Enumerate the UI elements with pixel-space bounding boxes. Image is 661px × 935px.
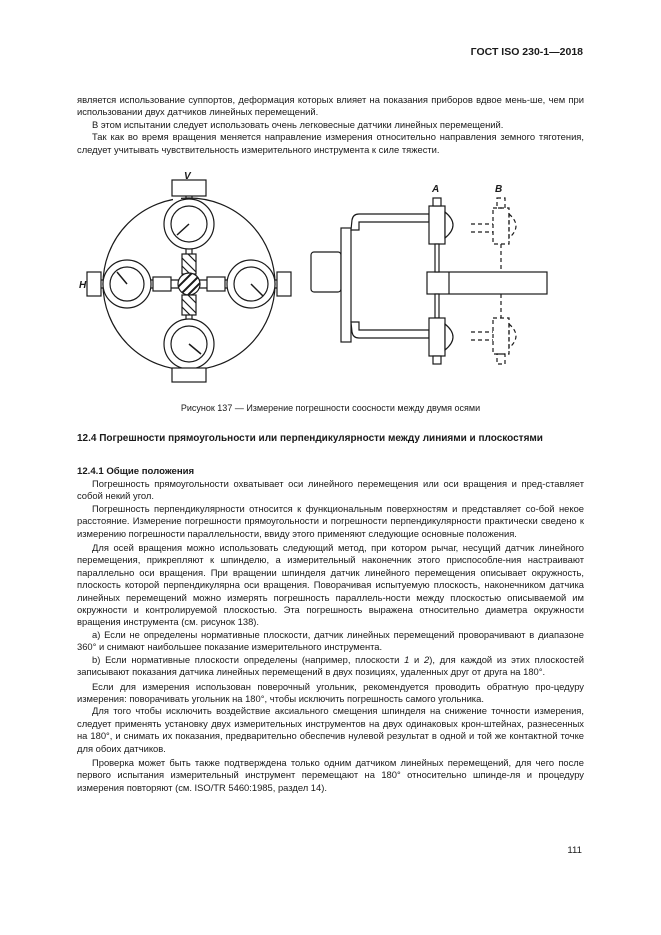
gauge-a-top <box>429 198 453 272</box>
label-b: B <box>495 184 503 195</box>
label-h: H <box>79 280 87 291</box>
item-a: a) Если не определены нормативные плоскости, датчик линейных перемещений проворачивают в диапазоне 360° и снимают наибольшее показание измерительного инструмента. <box>77 628 584 653</box>
body-text <box>77 478 584 794</box>
intro-paragraph-3: Так как во время вращения меняется направление измерения относительно направления земного тяготения, следует учитывать чувствительность измерительного инструмента к силе тяжести. <box>77 131 584 155</box>
figure-137-drawing <box>77 168 584 390</box>
gauge-a-bottom <box>429 294 453 364</box>
shaft <box>427 272 547 294</box>
item-b <box>77 654 584 679</box>
intro-paragraph-1: является использование суппортов, деформация которых влияет на показания приборов вдвое мень-ше, чем при использовании двух датчиков линейных перемещений. <box>77 94 584 118</box>
body-paragraph-1: Погрешность прямоугольности охватывает оси линейного перемещения или оси вращения и пред-ставляет собой некий угол. <box>77 478 584 502</box>
gauge-bottom <box>164 295 214 382</box>
subsection-heading: 12.4.1 Общие положения <box>77 466 195 477</box>
label-v: V <box>184 171 191 182</box>
intro-text <box>77 94 584 156</box>
gauge-left <box>87 260 171 308</box>
intro-paragraph-2: В этом испытании следует использовать очень легковесные датчики линейных перемещений. <box>92 118 504 130</box>
section-heading: 12.4 Погрешности прямоугольности или перпендикулярности между линиями и плоскостями <box>77 433 543 444</box>
page-number: 111 <box>567 845 582 856</box>
body-paragraph-4: Если для измерения использован поверочный угольник, рекомендуется проводить обратную про-цедуру измерения: поворачивать угольник на 180°, чтобы исключить погрешность самого угольника. <box>77 680 584 704</box>
spindle-housing <box>311 252 341 292</box>
item-b-and: и <box>409 653 425 665</box>
plane-2: 2 <box>424 653 430 665</box>
gauge-top <box>164 180 214 274</box>
gauge-b-top <box>471 198 516 272</box>
body-paragraph-3: Для осей вращения можно использовать следующий метод, при котором рычаг, несущий датчик линейного перемещения, прикрепляют к шпинделю, а измерительный наконечник этого приспособле-ния настраивают параллельно оси вращения. При вращении шпинделя датчик линейного перемещения описывает окружность, плоскость которой перпендикулярна оси вращения. Поворачивая испытуемую плоскость, наконечником датчика линейных перемещений можно измерять погрешность параллель-ности между плоскостью описываемой им окружности и контролируемой плоскостью. Эта погрешность выражена относительно диаметра окружности вращения инструмента (см. рисунок 138). <box>77 542 584 628</box>
label-a: A <box>432 184 440 195</box>
gauge-right <box>207 260 291 308</box>
standard-header: ГОСТ ISO 230-1—2018 <box>470 46 583 58</box>
gauge-b-bottom <box>471 294 516 364</box>
body-paragraph-5: Для того чтобы исключить воздействие аксиального смещения шпинделя на снижение точности измерения, следует применять установку двух измерительных инструментов на двух одинаковых крон-штейнах, разнесенных на 180°, и снимать их показания, предварительно обеспечив нулевой результат в одной и той же контактной точке для обоих датчиков. <box>77 705 584 754</box>
figure-caption: Рисунок 137 — Измерение погрешности соосности между двумя осями <box>180 403 481 413</box>
body-paragraph-2: Погрешность перпендикулярности относится к функциональным поверхностям и представляет со-бой некое расстояние. Измерение погрешности прямоугольности и погрешности перпендикулярности практически сведено к измерению погрешности параллельности, ввиду этого применяют следующие основные положения. <box>77 502 584 539</box>
plane-1: 1 <box>404 653 410 665</box>
item-b-suffix: ), для каждой из этих плоскостей записывают показания датчика линейных перемещений в двух позициях, удаленных друг от друга на 180°. <box>77 653 584 678</box>
item-b-prefix: b) Если нормативные плоскости определены (например, плоскости <box>92 653 405 665</box>
body-paragraph-6: Проверка может быть также подтверждена только одним датчиком линейных перемещений, для чего после первого испытания измерительный инструмент перемещают на 180° относительно шпинде-ля и процедуру измерения повторяют (см. ISO/TR 5460:1985, раздел 14). <box>77 756 584 793</box>
